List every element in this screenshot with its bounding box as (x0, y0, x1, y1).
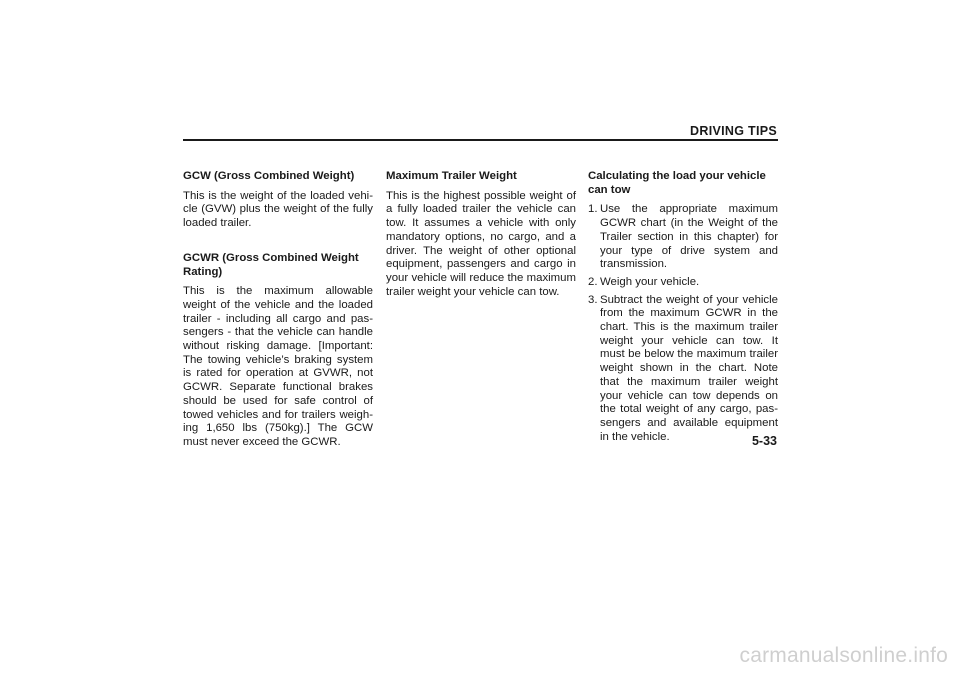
list-item (588, 203, 778, 272)
column-3 (588, 170, 778, 448)
step-number: 3. (588, 293, 598, 306)
column-2 (386, 170, 576, 320)
max-trailer-weight-body: This is the highest possible weight of a fully loaded trailer the vehicle can tow. It assumes a vehicle with only mandatory options, no cargo, and a driver. The weight of other optional equipment, passengers and cargo in your vehicle will reduce the maximum trailer weight your vehicle can tow. (386, 189, 576, 298)
list-item (588, 276, 778, 290)
step-number: 1. (588, 203, 598, 216)
step-text: Weigh your vehicle. (600, 275, 700, 288)
gcwr-heading: GCWR (Gross Combined Weight Rating) (183, 251, 359, 278)
step-text: Use the appropriate maximum GCWR chart (in the Weight of the Trailer section in this chapter) for your type of drive system and transmission. (600, 203, 778, 271)
header-divider (183, 139, 778, 141)
calculation-steps (588, 203, 778, 444)
gcwr-body: This is the maximum allowable weight of the vehicle and the loaded trailer - including all cargo and pas-sengers - that the vehicle can handle without risking damage. [Important: The towing vehicle’s braking system is rated for operation at GVWR, not GCWR. Separate functional brakes should be used for safe control of towed vehicles and for trailers weigh-ing 1,650 lbs (750kg).] The GCW must never exceed the GCWR. (183, 285, 373, 448)
max-trailer-weight-heading: Maximum Trailer Weight (386, 170, 517, 182)
step-text: Subtract the weight of your vehicle from the maximum GCWR in the chart. This is the maximum trailer weight your vehicle can tow. It must be below the maximum trailer weight shown in the chart. Note that the maximum trailer weight your vehicle can tow depends on the total weight of any cargo, pas-sengers and available equipment in the vehicle. (600, 293, 778, 443)
calculating-load-heading: Calculating the load your vehicle can tow (588, 170, 766, 196)
gcw-body: This is the weight of the loaded vehi-cle (GVW) plus the weight of the fully loaded trailer. (183, 189, 373, 230)
step-number: 2. (588, 275, 598, 288)
gcw-heading: GCW (Gross Combined Weight) (183, 170, 355, 182)
page-number: 5-33 (751, 434, 777, 448)
column-1 (183, 170, 373, 471)
section-title: DRIVING TIPS (690, 124, 777, 138)
list-item (588, 294, 778, 445)
watermark: carmanualsonline.info (739, 644, 948, 667)
